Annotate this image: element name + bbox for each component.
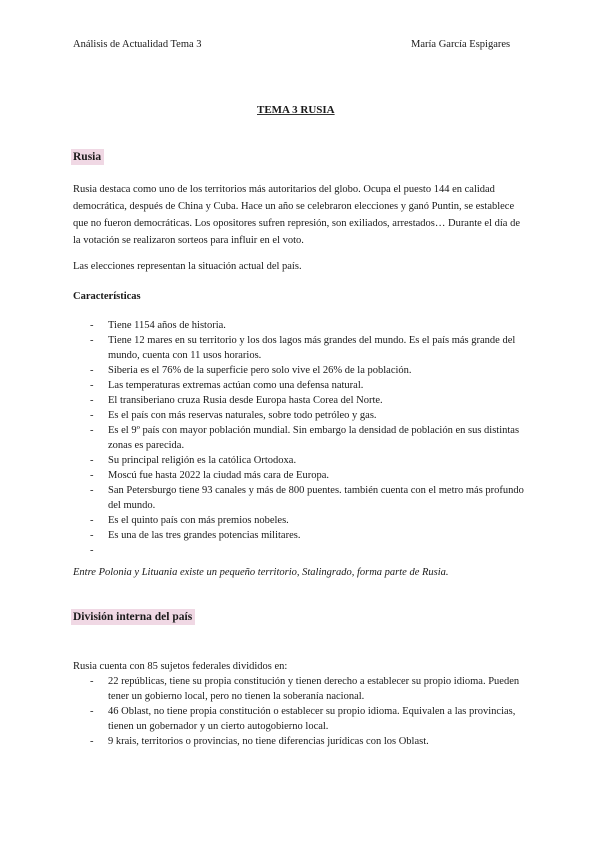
bullet-dash: -: [90, 335, 94, 346]
list-item: [90, 318, 530, 333]
list-item: [90, 704, 530, 734]
characteristics-heading: Características: [73, 291, 141, 302]
bullet-dash: -: [90, 676, 94, 687]
section-heading-rusia: Rusia: [71, 149, 104, 165]
list-item-text: San Petersburgo tiene 93 canales y más de 800 puentes. también cuenta con el metro más profundo del mundo.: [108, 485, 524, 511]
list-item-text: Las temperaturas extremas actúan como una defensa natural.: [108, 380, 364, 391]
bullet-dash: -: [90, 706, 94, 717]
list-item-text: Siberia es el 76% de la superficie pero solo vive el 26% de la población.: [108, 365, 412, 376]
header-right: María García Espigares: [411, 39, 511, 50]
bullet-dash: -: [90, 320, 94, 331]
list-item: [90, 363, 530, 378]
list-item: [90, 378, 530, 393]
italic-note: Entre Polonia y Lituania existe un pequeño territorio, Stalingrado, forma parte de Rusia.: [73, 567, 449, 578]
bullet-dash: -: [90, 425, 94, 436]
list-item: [90, 528, 530, 543]
federal-subjects-paragraph: Rusia cuenta con 85 sujetos federales divididos en:: [73, 661, 288, 672]
bullet-dash: -: [90, 455, 94, 466]
list-item: [90, 393, 530, 408]
list-item-text: El transiberiano cruza Rusia desde Europa hasta Corea del Norte.: [108, 395, 383, 406]
list-item: [90, 333, 530, 363]
bullet-dash: -: [90, 410, 94, 421]
list-item: [90, 468, 530, 483]
list-item: [90, 453, 530, 468]
page-title: TEMA 3 RUSIA: [257, 104, 335, 116]
list-item-text: Es una de las tres grandes potencias militares.: [108, 530, 301, 541]
bullet-dash: -: [90, 380, 94, 391]
list-item-text: Tiene 1154 años de historia.: [108, 320, 226, 331]
list-item-text: Es el quinto país con más premios nobeles.: [108, 515, 289, 526]
intro-paragraph: Rusia destaca como uno de los territorios más autoritarios del globo. Ocupa el puesto 144 en calidad democrática, después de China y Cuba. Hace un año se celebraron elecciones y ganó Puntin, se establece que no fueron democráticas. Los opositores sufren represión, son exiliados, arrestados… Durante el día de la votación se realizaron sorteos para influir en el voto.: [73, 184, 520, 246]
bullet-dash: -: [90, 530, 94, 541]
list-item-text: 22 repúblicas, tiene su propia constitución y tienen derecho a establecer su propio idioma. Pueden tener un gobierno local, pero no tienen la soberanía nacional.: [108, 676, 520, 702]
federal-subjects-list: [90, 674, 530, 749]
bullet-dash: -: [90, 365, 94, 376]
list-item: [90, 734, 530, 749]
list-item: [90, 513, 530, 528]
list-item-text: Es el país con más reservas naturales, sobre todo petróleo y gas.: [108, 410, 377, 421]
list-item: [90, 408, 530, 423]
list-item-text: 9 krais, territorios o provincias, no tiene diferencias jurídicas con los Oblast.: [108, 736, 429, 747]
bullet-dash: -: [90, 470, 94, 481]
elections-paragraph: Las elecciones representan la situación actual del país.: [73, 261, 302, 272]
bullet-dash: -: [90, 515, 94, 526]
section-heading-division: División interna del país: [71, 609, 195, 625]
list-item-text: Moscú fue hasta 2022 la ciudad más cara de Europa.: [108, 470, 330, 481]
list-item: [90, 483, 530, 513]
bullet-dash: -: [90, 395, 94, 406]
list-item-text: Tiene 12 mares en su territorio y los dos lagos más grandes del mundo. Es el país más grande del mundo, cuenta con 11 usos horarios.: [108, 335, 516, 361]
list-item: [90, 423, 530, 453]
bullet-dash: -: [90, 485, 94, 496]
characteristics-list: [90, 318, 530, 556]
bullet-dash: -: [90, 545, 94, 556]
header-left: Análisis de Actualidad Tema 3: [73, 39, 202, 50]
bullet-dash: -: [90, 736, 94, 747]
list-item-text: 46 Oblast, no tiene propia constitución o establecer su propio idioma. Equivalen a las provincias, tienen un gobernador y un cierto autogobierno local.: [108, 706, 516, 732]
list-item-text: Es el 9º país con mayor población mundial. Sin embargo la densidad de población en sus distintas zonas es parecida.: [108, 425, 520, 451]
list-item-text: Su principal religión es la católica Ortodoxa.: [108, 455, 297, 466]
list-item: [90, 674, 530, 704]
